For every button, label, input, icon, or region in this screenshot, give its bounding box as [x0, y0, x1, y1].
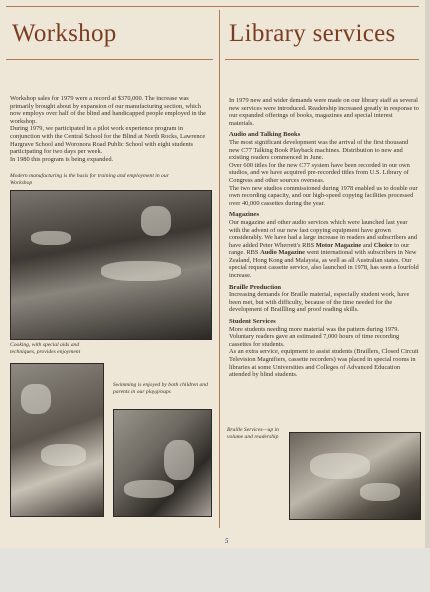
page-number: 5 — [225, 537, 229, 545]
magazines-text: and — [361, 241, 374, 249]
magazine-title: Audio Magazine — [260, 249, 305, 257]
magazines-paragraph — [229, 219, 419, 280]
magazines-text: Our magazine and other audio services which were launched last year with the advent of our new fast copying equipment have grown considerably. We have had a large increase in readers and subscribers and have added Peter Wherrett's RBS — [229, 218, 417, 249]
library-services-title: Library services — [229, 20, 396, 47]
section-heading: Magazines — [229, 211, 260, 219]
column-divider — [219, 10, 220, 528]
manufacturing-caption: Modern manufacturing is the basis for training and employment in our Workshop — [10, 173, 169, 186]
workshop-title: Workshop — [12, 20, 117, 47]
library-paragraph: Increasing demands for Braille material, especially student work, have been met, but with difficulty, because of the time needed for the development of Braillling and proof reading skills. — [229, 291, 410, 314]
magazines-text: went international with subscribers in New Zealand, Hong Kong and Malaysia, as well as all Australian states. Our special request cassette service, also launched in 1978, has seen a fourfold increase. — [229, 249, 419, 280]
braille-services-photo — [289, 432, 421, 520]
swimming-caption: Swimming is enjoyed by both children and parents in our playgroups — [113, 382, 208, 395]
section-heading: Braille Production — [229, 283, 282, 291]
workshop-text — [10, 95, 213, 163]
section-heading: Audio and Talking Books — [229, 131, 301, 139]
left-heading-rule — [6, 59, 213, 60]
swimming-photo — [113, 409, 212, 517]
workshop-paragraph: During 1979, we participated in a pilot work experience program in conjunction with the Central School for the Blind at North Rocks, Lawrence Hargrave School and Woronora Road Public School with eight students participating for two days per week. — [10, 125, 206, 156]
library-text — [229, 97, 419, 379]
top-rule — [6, 6, 419, 7]
workshop-paragraph: Workshop sales for 1979 were a record at $370,000. The increase was primarily brought about by expansion of our manufacturing section, which now employs over half of the blind and handicapped people employed in the workshop. — [10, 95, 206, 125]
workshop-manufacturing-photo — [10, 190, 212, 340]
cooking-photo — [10, 363, 104, 517]
cooking-caption: Cooking, with special aids and techniques, provides enjoyment — [10, 342, 81, 355]
library-paragraph: The most significant development was the arrival of the first thousand new C77 Talking Book Playback machines. Distribution to new and existing readers commenced in June. — [229, 138, 409, 162]
library-intro: In 1979 new and wider demands were made on our library staff as several new services were introduced. Readership increased greatly in response to our expanded offerings of books, magazines and special interest materials. — [229, 97, 419, 127]
library-paragraph: As an extra service, equipment to assist students (Braillers, Closed Circuit Television Magnifiers, cassette recorders) was placed in special rooms in libraries at some Universities and Colleges of Advanced Education attended by blind students. — [229, 348, 419, 379]
library-paragraph: More students needing more material was the pattern during 1979. Voluntary readers gave an estimated 7,000 hours of time recording cassettes for students. — [229, 325, 400, 348]
scan-background — [0, 548, 430, 592]
section-heading: Student Services — [229, 318, 276, 326]
braille-caption: Braille Services—up in volume and readership — [227, 427, 279, 440]
magazines-text: to our range. RBS — [229, 241, 410, 257]
workshop-paragraph: In 1980 this program is being expanded. — [10, 155, 114, 163]
library-paragraph: The two new studios commissioned during 1978 enabled us to double our own recording capacity, and our high-speed copying facilities processed over 40,000 cassettes during the year. — [229, 184, 418, 207]
magazine-title: Choice — [373, 241, 393, 249]
library-paragraph: Over 600 titles for the new C77 system have been recorded in our own studios, and we have acquired pre-recorded titles from U.S. Library of Congress and other sources overseas. — [229, 161, 410, 184]
magazine-title: Motor Magazine — [315, 241, 362, 249]
right-heading-rule — [225, 59, 419, 60]
